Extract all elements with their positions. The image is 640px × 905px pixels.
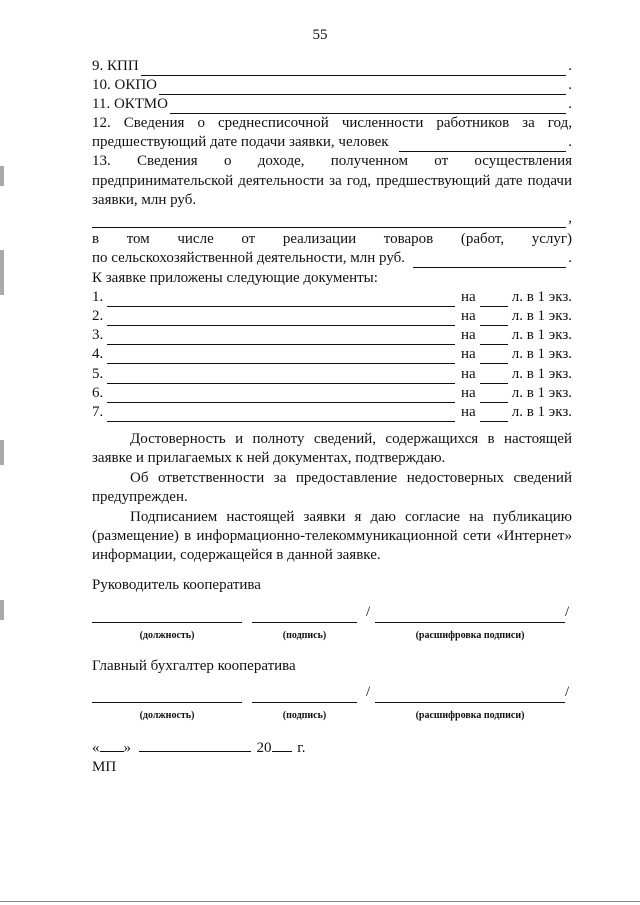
employees-input-line[interactable]: [399, 137, 567, 152]
doc-name-line[interactable]: [107, 349, 455, 364]
caption-position: (должность): [139, 630, 195, 641]
month-input-line[interactable]: [139, 737, 251, 752]
input-line[interactable]: [170, 99, 566, 114]
doc-pages-line[interactable]: [480, 349, 508, 364]
income-input-row: ,: [92, 208, 572, 228]
slash: /: [565, 604, 570, 620]
doc-pages-line[interactable]: [480, 407, 508, 422]
input-line[interactable]: [141, 61, 567, 76]
field-label: 9. КПП: [92, 58, 139, 74]
para3-line1: Подписанием настоящей заявки я даю согласие на публикацию: [130, 509, 572, 525]
page-number: 55: [312, 27, 328, 43]
item13-line3: заявки, млн руб.: [92, 192, 197, 208]
para1-line1: Достоверность и полноту сведений, содержащихся в настоящей: [130, 431, 572, 447]
slash: /: [366, 684, 371, 700]
head-signature-line[interactable]: [252, 622, 357, 623]
para1-line2: заявке и прилагаемых к ней документах, подтверждаю.: [92, 450, 446, 466]
day-input-line[interactable]: [100, 737, 124, 752]
income-line2: по сельскохозяйственной деятельности, млн руб. .: [92, 250, 572, 266]
doc-name-line[interactable]: [107, 330, 455, 345]
item13-line2: предпринимательской деятельности за год, предшествующий дате подачи: [92, 173, 572, 189]
caption-decoding: (расшифровка подписи): [415, 630, 525, 641]
caption-decoding: (расшифровка подписи): [415, 710, 525, 721]
doc-pages-line[interactable]: [480, 311, 508, 326]
acct-position-line[interactable]: [92, 702, 242, 703]
doc-row: 5. на л. в 1 экз.: [92, 366, 572, 382]
doc-row: 2. на л. в 1 экз.: [92, 308, 572, 324]
para2-line1: Об ответственности за предоставление недостоверных сведений: [130, 470, 572, 486]
accountant-title: Главный бухгалтер кооператива: [92, 658, 296, 674]
doc-row: 7. на л. в 1 экз.: [92, 404, 572, 420]
slash: /: [565, 684, 570, 700]
para3-line3: информации, содержащейся в данной заявке.: [92, 547, 381, 563]
doc-name-line[interactable]: [107, 407, 455, 422]
caption-position: (должность): [139, 710, 195, 721]
doc-name-line[interactable]: [107, 388, 455, 403]
para3-line2: (размещение) в информационно-телекоммуникационной сети «Интернет»: [92, 528, 572, 544]
doc-pages-line[interactable]: [480, 369, 508, 384]
doc-name-line[interactable]: [107, 292, 455, 307]
date-line: « » 20 г.: [92, 737, 572, 757]
doc-row: 4. на л. в 1 экз.: [92, 346, 572, 362]
input-line[interactable]: [159, 80, 566, 95]
field-kpp: 9. КПП .: [92, 58, 572, 74]
caption-signature: (подпись): [282, 710, 327, 721]
income-line1: в том числе от реализации товаров (работ, услуг): [92, 231, 572, 247]
doc-row: 1. на л. в 1 экз.: [92, 289, 572, 305]
slash: /: [366, 604, 371, 620]
agri-income-input-line[interactable]: [413, 253, 566, 268]
doc-name-line[interactable]: [107, 369, 455, 384]
field-label: 10. ОКПО: [92, 77, 158, 93]
acct-signature-line[interactable]: [252, 702, 357, 703]
field-oktmo: 11. ОКТМО .: [92, 96, 572, 112]
doc-row: 3. на л. в 1 экз.: [92, 327, 572, 343]
head-title: Руководитель кооператива: [92, 577, 261, 593]
head-position-line[interactable]: [92, 622, 242, 623]
year-input-line[interactable]: [272, 737, 292, 752]
income-input-line[interactable]: [92, 213, 566, 228]
item12-line1: 12. Сведения о среднесписочной численности работников за год,: [92, 115, 572, 131]
field-label: 11. ОКТМО: [92, 96, 168, 112]
head-decoding-line[interactable]: [375, 622, 565, 623]
doc-pages-line[interactable]: [480, 388, 508, 403]
doc-pages-line[interactable]: [480, 292, 508, 307]
doc-name-line[interactable]: [107, 311, 455, 326]
doc-pages-line[interactable]: [480, 330, 508, 345]
docs-header: К заявке приложены следующие документы:: [92, 270, 378, 286]
stamp-mark: МП: [92, 759, 117, 775]
item13-line1: 13. Сведения о доходе, полученном от осуществления: [92, 153, 572, 169]
item12-line2: предшествующий дате подачи заявки, человек .: [92, 134, 572, 150]
caption-signature: (подпись): [282, 630, 327, 641]
field-okpo: 10. ОКПО .: [92, 77, 572, 93]
doc-row: 6. на л. в 1 экз.: [92, 385, 572, 401]
para2-line2: предупрежден.: [92, 489, 188, 505]
bottom-border: [0, 901, 640, 902]
acct-decoding-line[interactable]: [375, 702, 565, 703]
